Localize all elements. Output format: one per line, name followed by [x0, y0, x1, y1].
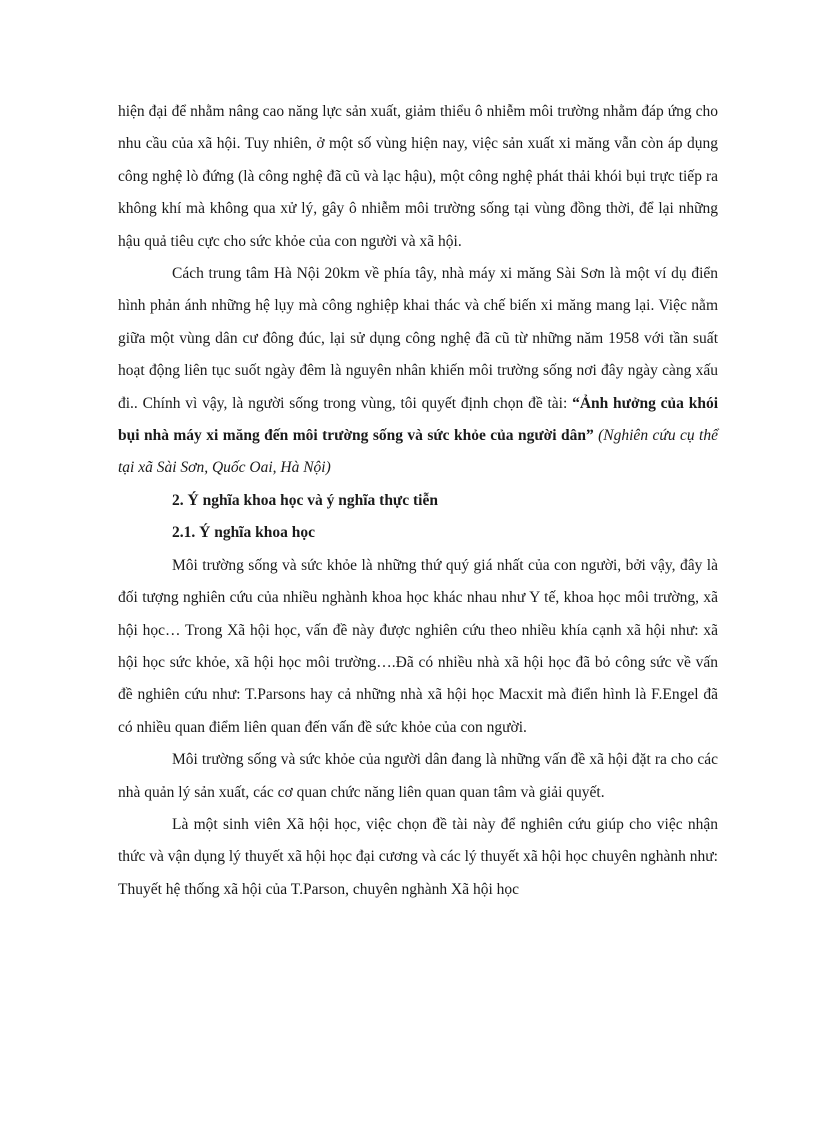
- document-page: [118, 96, 718, 906]
- section-heading-2: 2. Ý nghĩa khoa học và ý nghĩa thực tiễn: [172, 491, 438, 509]
- paragraph-scientific-significance: Môi trường sống và sức khỏe là những thứ quý giá nhất của con người, bởi vậy, đây là đối tượng nghiên cứu của nhiều nghành khoa học khác nhau như Y tế, khoa học môi trường, xã hội học… Trong Xã hội học, vấn đề này được nghiên cứu theo nhiều khía cạnh xã hội như: xã hội học sức khỏe, xã hội học môi trường….Đã có nhiều nhà xã hội học đã bỏ công sức về vấn đề nghiên cứu như: T.Parsons hay cả những nhà xã hội học Macxit mà điển hình là F.Engel đã có nhiều quan điểm liên quan đến vấn đề sức khỏe của con người.: [118, 556, 718, 736]
- thesis-title: “Ảnh hưởng của khói bụi nhà máy xi măng đến môi trường sống và sức khỏe của người dân”: [118, 394, 719, 445]
- thesis-subtitle-note: (Nghiên cứu cụ thể tại xã Sài Sơn, Quốc Oai, Hà Nội): [118, 427, 718, 477]
- paragraph-social-issue: Môi trường sống và sức khỏe của người dân đang là những vấn đề xã hội đặt ra cho các nhà quản lý sản xuất, các cơ quan chức năng liên quan quan tâm và giải quyết.: [118, 751, 718, 801]
- section-heading-2-1: 2.1. Ý nghĩa khoa học: [172, 524, 315, 542]
- topic-context-text: Cách trung tâm Hà Nội 20km về phía tây, nhà máy xi măng Sài Sơn là một ví dụ điển hình phản ánh những hệ lụy mà công nghiệp khai thác và chế biến xi măng mang lại. Việc nằm giữa một vùng dân cư đông đúc, lại sử dụng công nghệ đã cũ từ những năm 1958 với tần suất hoạt động liên tục suốt ngày đêm là nguyên nhân khiến môi trường sống nơi đây ngày càng xấu đi.. Chính vì vậy, là người sống trong vùng, tôi quyết định chọn đề tài:: [118, 265, 718, 412]
- paragraph-intro-continued: hiện đại để nhằm nâng cao năng lực sản xuất, giảm thiểu ô nhiễm môi trường nhằm đáp ứng cho nhu cầu của xã hội. Tuy nhiên, ở một số vùng hiện nay, việc sản xuất xi măng vẫn còn áp dụng công nghệ lò đứng (là công nghệ đã cũ và lạc hậu), một công nghệ phát thải khói bụi trực tiếp ra không khí mà không qua xử lý, gây ô nhiễm môi trường sống tại vùng đồng thời, để lại những hậu quả tiêu cực cho sức khỏe của con người và xã hội.: [118, 103, 718, 250]
- paragraph-student-motivation: Là một sinh viên Xã hội học, việc chọn đề tài này để nghiên cứu giúp cho việc nhận thức và vận dụng lý thuyết xã hội học đại cương và các lý thuyết xã hội học chuyên nghành như: Thuyết hệ thống xã hội của T.Parson, chuyên nghành Xã hội học: [118, 815, 718, 898]
- paragraph-topic-choice: [118, 258, 718, 485]
